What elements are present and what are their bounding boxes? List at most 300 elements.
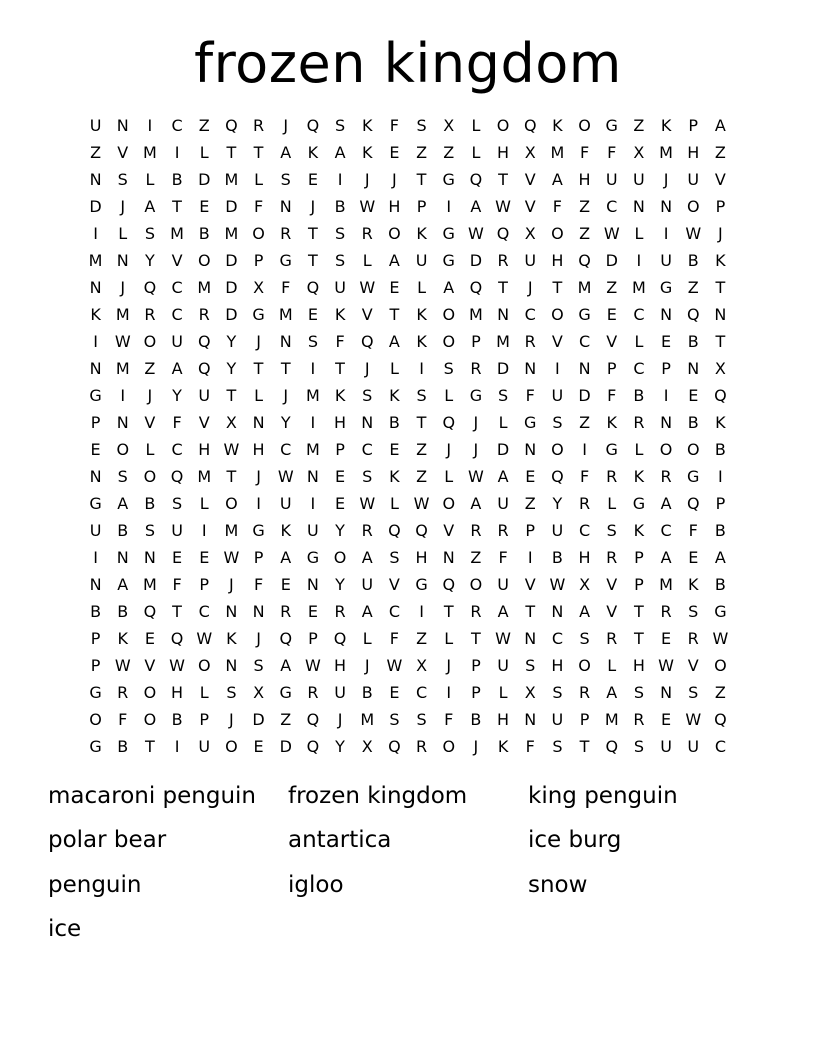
grid-letter: S xyxy=(552,737,563,756)
grid-letter: Z xyxy=(443,143,455,162)
grid-letter: U xyxy=(89,521,102,540)
grid-letter: F xyxy=(172,575,182,594)
grid-letter: B xyxy=(117,521,129,540)
grid-letter: F xyxy=(389,116,399,135)
grid-letter: U xyxy=(334,683,346,702)
grid-letter: S xyxy=(579,629,590,648)
grid-letter: R xyxy=(470,521,482,540)
grid-letter: A xyxy=(388,251,400,270)
grid-letter: K xyxy=(416,224,427,243)
grid-letter: C xyxy=(171,278,183,297)
grid-letter: E xyxy=(389,278,400,297)
grid-letter: A xyxy=(714,116,726,135)
grid-letter: F xyxy=(525,737,535,756)
grid-letter: I xyxy=(93,548,98,567)
grid-letter: Q xyxy=(279,629,293,648)
grid-letter: N xyxy=(89,467,102,486)
grid-letter: K xyxy=(687,575,699,594)
grid-letter: K xyxy=(606,413,617,432)
grid-letter: N xyxy=(578,359,591,378)
grid-letter: S xyxy=(688,602,699,621)
grid-letter: Q xyxy=(415,521,428,540)
grid-letter: U xyxy=(551,710,564,729)
grid-letter: Z xyxy=(714,683,726,702)
grid-letter: I xyxy=(147,116,153,135)
grid-letter: K xyxy=(497,737,509,756)
grid-letter: M xyxy=(143,575,157,594)
grid-letter: H xyxy=(578,170,591,189)
grid-letter: N xyxy=(714,305,727,324)
grid-letter: Q xyxy=(360,332,374,351)
grid-letter: V xyxy=(551,332,563,351)
grid-letter: R xyxy=(144,305,156,324)
grid-letter: A xyxy=(660,548,672,567)
grid-letter: F xyxy=(281,278,291,297)
grid-letter: G xyxy=(442,224,455,243)
grid-letter: T xyxy=(498,278,508,297)
grid-letter: Q xyxy=(686,305,700,324)
grid-letter: M xyxy=(197,467,212,486)
grid-letter: O xyxy=(686,440,700,459)
grid-letter: Q xyxy=(469,170,483,189)
grid-letter: P xyxy=(416,197,427,216)
grid-letter: L xyxy=(471,116,481,135)
grid-letter: P xyxy=(308,629,318,648)
grid-letter: N xyxy=(89,359,102,378)
grid-letter: V xyxy=(606,575,618,594)
grid-letter: N xyxy=(116,413,129,432)
grid-letter: U xyxy=(171,521,183,540)
grid-letter: D xyxy=(605,251,618,270)
grid-letter: B xyxy=(687,332,699,351)
grid-letter: L xyxy=(498,413,508,432)
grid-letter: P xyxy=(715,197,726,216)
grid-letter: O xyxy=(578,116,591,135)
grid-letter: N xyxy=(89,278,102,297)
grid-letter: A xyxy=(660,494,672,513)
grid-letter: J xyxy=(364,170,370,189)
grid-letter: T xyxy=(525,602,536,621)
grid-letter: B xyxy=(334,197,346,216)
grid-letter: Z xyxy=(416,440,428,459)
grid-letter: K xyxy=(416,332,427,351)
grid-letter: O xyxy=(442,305,456,324)
grid-letter: R xyxy=(470,359,482,378)
grid-letter: R xyxy=(497,251,509,270)
grid-letter: X xyxy=(253,683,265,702)
grid-letter: L xyxy=(362,251,372,270)
grid-letter: Q xyxy=(306,710,320,729)
grid-letter: K xyxy=(660,116,672,135)
grid-letter: N xyxy=(442,548,455,567)
grid-letter: I xyxy=(663,386,669,405)
grid-letter: Q xyxy=(714,710,727,729)
grid-letter: A xyxy=(144,197,156,216)
grid-letter: M xyxy=(170,224,184,243)
grid-letter: B xyxy=(714,521,726,540)
grid-letter: J xyxy=(283,386,289,405)
word-list-item: antartica xyxy=(288,827,392,854)
grid-letter: E xyxy=(525,467,536,486)
grid-letter: J xyxy=(718,224,723,243)
grid-letter: G xyxy=(605,440,618,459)
grid-letter: E xyxy=(661,332,672,351)
grid-letter: J xyxy=(473,737,479,756)
grid-letter: M xyxy=(306,440,320,459)
grid-letter: S xyxy=(633,737,644,756)
grid-letter: U xyxy=(279,494,292,513)
grid-letter: G xyxy=(632,494,646,513)
grid-letter: E xyxy=(688,386,699,405)
grid-letter: M xyxy=(306,386,320,405)
grid-letter: T xyxy=(226,467,237,486)
word-list-item: king penguin xyxy=(528,783,678,809)
grid-letter: L xyxy=(118,224,128,243)
grid-letter: N xyxy=(143,548,156,567)
grid-letter: I xyxy=(337,170,343,189)
grid-letter: V xyxy=(714,170,726,189)
grid-letter: U xyxy=(89,116,102,135)
grid-letter: T xyxy=(715,278,726,297)
grid-letter: M xyxy=(577,278,592,297)
grid-letter: U xyxy=(307,521,319,540)
grid-letter: M xyxy=(360,710,375,729)
grid-letter: N xyxy=(89,575,102,594)
word-list-item: igloo xyxy=(288,871,344,898)
grid-letter: L xyxy=(634,224,644,243)
grid-letter: I xyxy=(718,467,723,486)
grid-letter: N xyxy=(89,170,102,189)
grid-letter: R xyxy=(307,683,319,702)
grid-letter: S xyxy=(144,521,155,540)
grid-letter: E xyxy=(90,440,101,459)
grid-letter: T xyxy=(172,197,182,216)
grid-letter: N xyxy=(306,467,319,486)
grid-letter: J xyxy=(473,413,479,432)
grid-letter: T xyxy=(552,278,563,297)
grid-letter: Q xyxy=(469,278,483,297)
grid-letter: U xyxy=(497,575,509,594)
grid-letter: Q xyxy=(197,332,211,351)
grid-letter: Y xyxy=(172,386,182,405)
grid-letter: Y xyxy=(335,575,345,594)
grid-letter: B xyxy=(171,710,183,729)
grid-letter: U xyxy=(361,575,374,594)
grid-letter: U xyxy=(660,251,672,270)
grid-letter: C xyxy=(171,116,183,135)
grid-letter: E xyxy=(389,683,400,702)
grid-letter: R xyxy=(117,683,129,702)
grid-letter: H xyxy=(334,413,347,432)
grid-letter: D xyxy=(578,386,591,405)
grid-letter: O xyxy=(469,575,483,594)
grid-letter: M xyxy=(143,143,157,162)
grid-letter: N xyxy=(524,629,537,648)
grid-letter: K xyxy=(633,467,645,486)
grid-letter: A xyxy=(470,197,482,216)
grid-letter: P xyxy=(199,575,210,594)
grid-letter: O xyxy=(551,305,564,324)
grid-letter: W xyxy=(169,656,185,675)
grid-letter: P xyxy=(90,413,101,432)
grid-letter: F xyxy=(607,386,617,405)
grid-letter: S xyxy=(389,710,400,729)
grid-letter: P xyxy=(253,548,264,567)
grid-letter: W xyxy=(712,629,729,648)
grid-letter: O xyxy=(442,494,456,513)
grid-letter: W xyxy=(277,467,294,486)
grid-letter: T xyxy=(172,602,182,621)
grid-letter: O xyxy=(116,440,130,459)
grid-letter: N xyxy=(252,602,265,621)
grid-letter: T xyxy=(498,170,508,189)
grid-letter: R xyxy=(524,332,536,351)
grid-letter: X xyxy=(524,683,536,702)
grid-letter: Z xyxy=(416,467,428,486)
grid-letter: F xyxy=(498,548,508,567)
grid-letter: B xyxy=(198,224,210,243)
grid-letter: N xyxy=(252,413,265,432)
grid-letter: N xyxy=(225,602,238,621)
grid-letter: Z xyxy=(144,359,156,378)
grid-letter: O xyxy=(442,332,456,351)
grid-letter: U xyxy=(551,386,564,405)
grid-letter: E xyxy=(335,467,346,486)
grid-letter: O xyxy=(578,656,591,675)
grid-letter: I xyxy=(174,737,180,756)
grid-letter: T xyxy=(145,737,155,756)
grid-letter: L xyxy=(634,440,644,459)
grid-letter: S xyxy=(144,224,155,243)
grid-letter: K xyxy=(389,467,400,486)
grid-letter: L xyxy=(389,494,399,513)
grid-letter: A xyxy=(714,548,726,567)
grid-letter: G xyxy=(442,170,455,189)
grid-letter: X xyxy=(443,116,455,135)
grid-letter: G xyxy=(605,116,618,135)
grid-letter: Y xyxy=(145,251,155,270)
grid-letter: G xyxy=(89,737,102,756)
grid-letter: V xyxy=(606,332,618,351)
grid-letter: F xyxy=(444,710,454,729)
grid-letter: T xyxy=(226,143,237,162)
grid-letter: Y xyxy=(226,359,237,378)
grid-letter: I xyxy=(555,359,560,378)
grid-letter: R xyxy=(497,521,509,540)
grid-letter: J xyxy=(310,197,316,216)
grid-letter: M xyxy=(224,224,239,243)
grid-letter: P xyxy=(634,548,644,567)
grid-letter: G xyxy=(578,305,591,324)
grid-letter: R xyxy=(253,116,265,135)
grid-letter: F xyxy=(688,521,698,540)
grid-letter: R xyxy=(280,602,292,621)
grid-letter: E xyxy=(172,548,183,567)
grid-letter: K xyxy=(416,305,427,324)
grid-letter: E xyxy=(335,494,346,513)
page-title: frozen kingdom xyxy=(194,32,622,95)
grid-letter: P xyxy=(253,251,264,270)
grid-letter: P xyxy=(634,575,644,594)
grid-letter: S xyxy=(334,251,346,270)
grid-letter: W xyxy=(685,710,702,729)
grid-letter: D xyxy=(225,197,238,216)
grid-letter: L xyxy=(444,467,454,486)
grid-letter: S xyxy=(416,116,427,135)
grid-letter: Q xyxy=(306,278,320,297)
grid-letter: F xyxy=(579,143,590,162)
word-list-item: penguin xyxy=(48,871,142,898)
grid-letter: X xyxy=(524,143,536,162)
grid-letter: C xyxy=(280,440,292,459)
grid-letter: Q xyxy=(605,737,619,756)
grid-letter: J xyxy=(120,197,126,216)
grid-letter: U xyxy=(633,170,645,189)
grid-letter: P xyxy=(688,116,699,135)
grid-letter: H xyxy=(388,197,401,216)
grid-letter: T xyxy=(280,359,291,378)
grid-letter: A xyxy=(388,332,400,351)
grid-letter: L xyxy=(444,386,454,405)
grid-letter: W xyxy=(114,656,131,675)
grid-letter: J xyxy=(364,656,370,675)
grid-letter: S xyxy=(688,683,699,702)
grid-letter: T xyxy=(253,143,264,162)
grid-letter: F xyxy=(172,413,182,432)
grid-letter: S xyxy=(307,332,318,351)
grid-letter: F xyxy=(607,143,617,162)
grid-letter: A xyxy=(361,602,373,621)
grid-letter: O xyxy=(551,224,564,243)
grid-letter: W xyxy=(495,629,511,648)
grid-letter: Y xyxy=(335,737,345,756)
grid-letter: Q xyxy=(714,386,727,405)
grid-letter: T xyxy=(416,413,427,432)
grid-letter: N xyxy=(116,548,129,567)
grid-letter: R xyxy=(606,548,618,567)
grid-letter: S xyxy=(416,710,427,729)
grid-letter: T xyxy=(308,251,318,270)
grid-letter: C xyxy=(714,737,726,756)
grid-letter: B xyxy=(687,413,699,432)
grid-letter: C xyxy=(551,629,563,648)
grid-letter: B xyxy=(117,602,129,621)
grid-letter: V xyxy=(687,656,699,675)
grid-letter: Q xyxy=(551,467,564,486)
grid-letter: J xyxy=(473,440,479,459)
grid-letter: A xyxy=(280,656,292,675)
grid-letter: W xyxy=(685,224,702,243)
grid-letter: N xyxy=(279,332,292,351)
grid-letter: B xyxy=(470,710,482,729)
grid-letter: A xyxy=(117,575,129,594)
grid-letter: Z xyxy=(579,224,591,243)
grid-letter: J xyxy=(256,332,261,351)
grid-letter: V xyxy=(198,413,210,432)
grid-letter: R xyxy=(198,305,210,324)
grid-letter: S xyxy=(362,467,373,486)
grid-letter: K xyxy=(226,629,237,648)
grid-letter: S xyxy=(606,521,617,540)
grid-letter: N xyxy=(116,116,129,135)
grid-letter: O xyxy=(551,440,564,459)
grid-letter: Q xyxy=(306,737,320,756)
grid-letter: N xyxy=(660,305,673,324)
grid-letter: C xyxy=(171,305,183,324)
grid-letter: Q xyxy=(170,467,184,486)
grid-letter: Z xyxy=(633,116,645,135)
grid-letter: A xyxy=(497,602,509,621)
grid-letter: J xyxy=(283,116,289,135)
grid-letter: I xyxy=(446,197,452,216)
grid-letter: Y xyxy=(552,494,563,513)
grid-letter: A xyxy=(606,683,618,702)
grid-letter: I xyxy=(93,224,98,243)
grid-letter: I xyxy=(310,494,316,513)
grid-letter: B xyxy=(388,413,400,432)
grid-letter: H xyxy=(171,683,184,702)
grid-letter: F xyxy=(579,467,590,486)
word-list-item: snow xyxy=(528,871,588,898)
grid-letter: R xyxy=(470,602,482,621)
grid-letter: X xyxy=(361,737,373,756)
grid-letter: A xyxy=(361,548,373,567)
grid-letter: P xyxy=(90,629,101,648)
grid-letter: S xyxy=(416,386,427,405)
grid-letter: R xyxy=(606,629,618,648)
grid-letter: G xyxy=(659,278,673,297)
grid-letter: Q xyxy=(523,116,537,135)
grid-letter: I xyxy=(310,413,316,432)
grid-letter: Q xyxy=(388,737,401,756)
grid-letter: U xyxy=(415,251,428,270)
grid-letter: Q xyxy=(442,575,456,594)
grid-letter: S xyxy=(117,170,128,189)
grid-letter: W xyxy=(467,224,484,243)
word-list-item: macaroni penguin xyxy=(48,783,257,809)
grid-letter: E xyxy=(688,548,699,567)
grid-letter: A xyxy=(579,602,591,621)
grid-letter: N xyxy=(632,197,645,216)
grid-letter: C xyxy=(524,305,536,324)
grid-letter: P xyxy=(579,710,590,729)
grid-letter: R xyxy=(660,602,672,621)
grid-letter: L xyxy=(145,170,155,189)
grid-letter: T xyxy=(389,305,400,324)
grid-letter: I xyxy=(663,224,669,243)
grid-letter: F xyxy=(335,332,345,351)
grid-letter: V xyxy=(388,575,400,594)
grid-letter: P xyxy=(471,332,481,351)
grid-letter: M xyxy=(88,251,103,270)
grid-letter: T xyxy=(308,224,318,243)
grid-letter: S xyxy=(334,116,346,135)
grid-letter: K xyxy=(280,521,291,540)
grid-letter: T xyxy=(634,629,644,648)
grid-letter: P xyxy=(715,494,726,513)
grid-letter: F xyxy=(552,197,562,216)
grid-letter: U xyxy=(524,251,537,270)
grid-letter: G xyxy=(252,305,265,324)
grid-letter: D xyxy=(89,197,102,216)
grid-letter: A xyxy=(443,278,455,297)
grid-letter: W xyxy=(495,197,511,216)
grid-letter: R xyxy=(660,467,672,486)
grid-letter: W xyxy=(359,494,376,513)
grid-letter: K xyxy=(715,251,726,270)
grid-letter: B xyxy=(714,575,726,594)
grid-letter: I xyxy=(174,143,180,162)
